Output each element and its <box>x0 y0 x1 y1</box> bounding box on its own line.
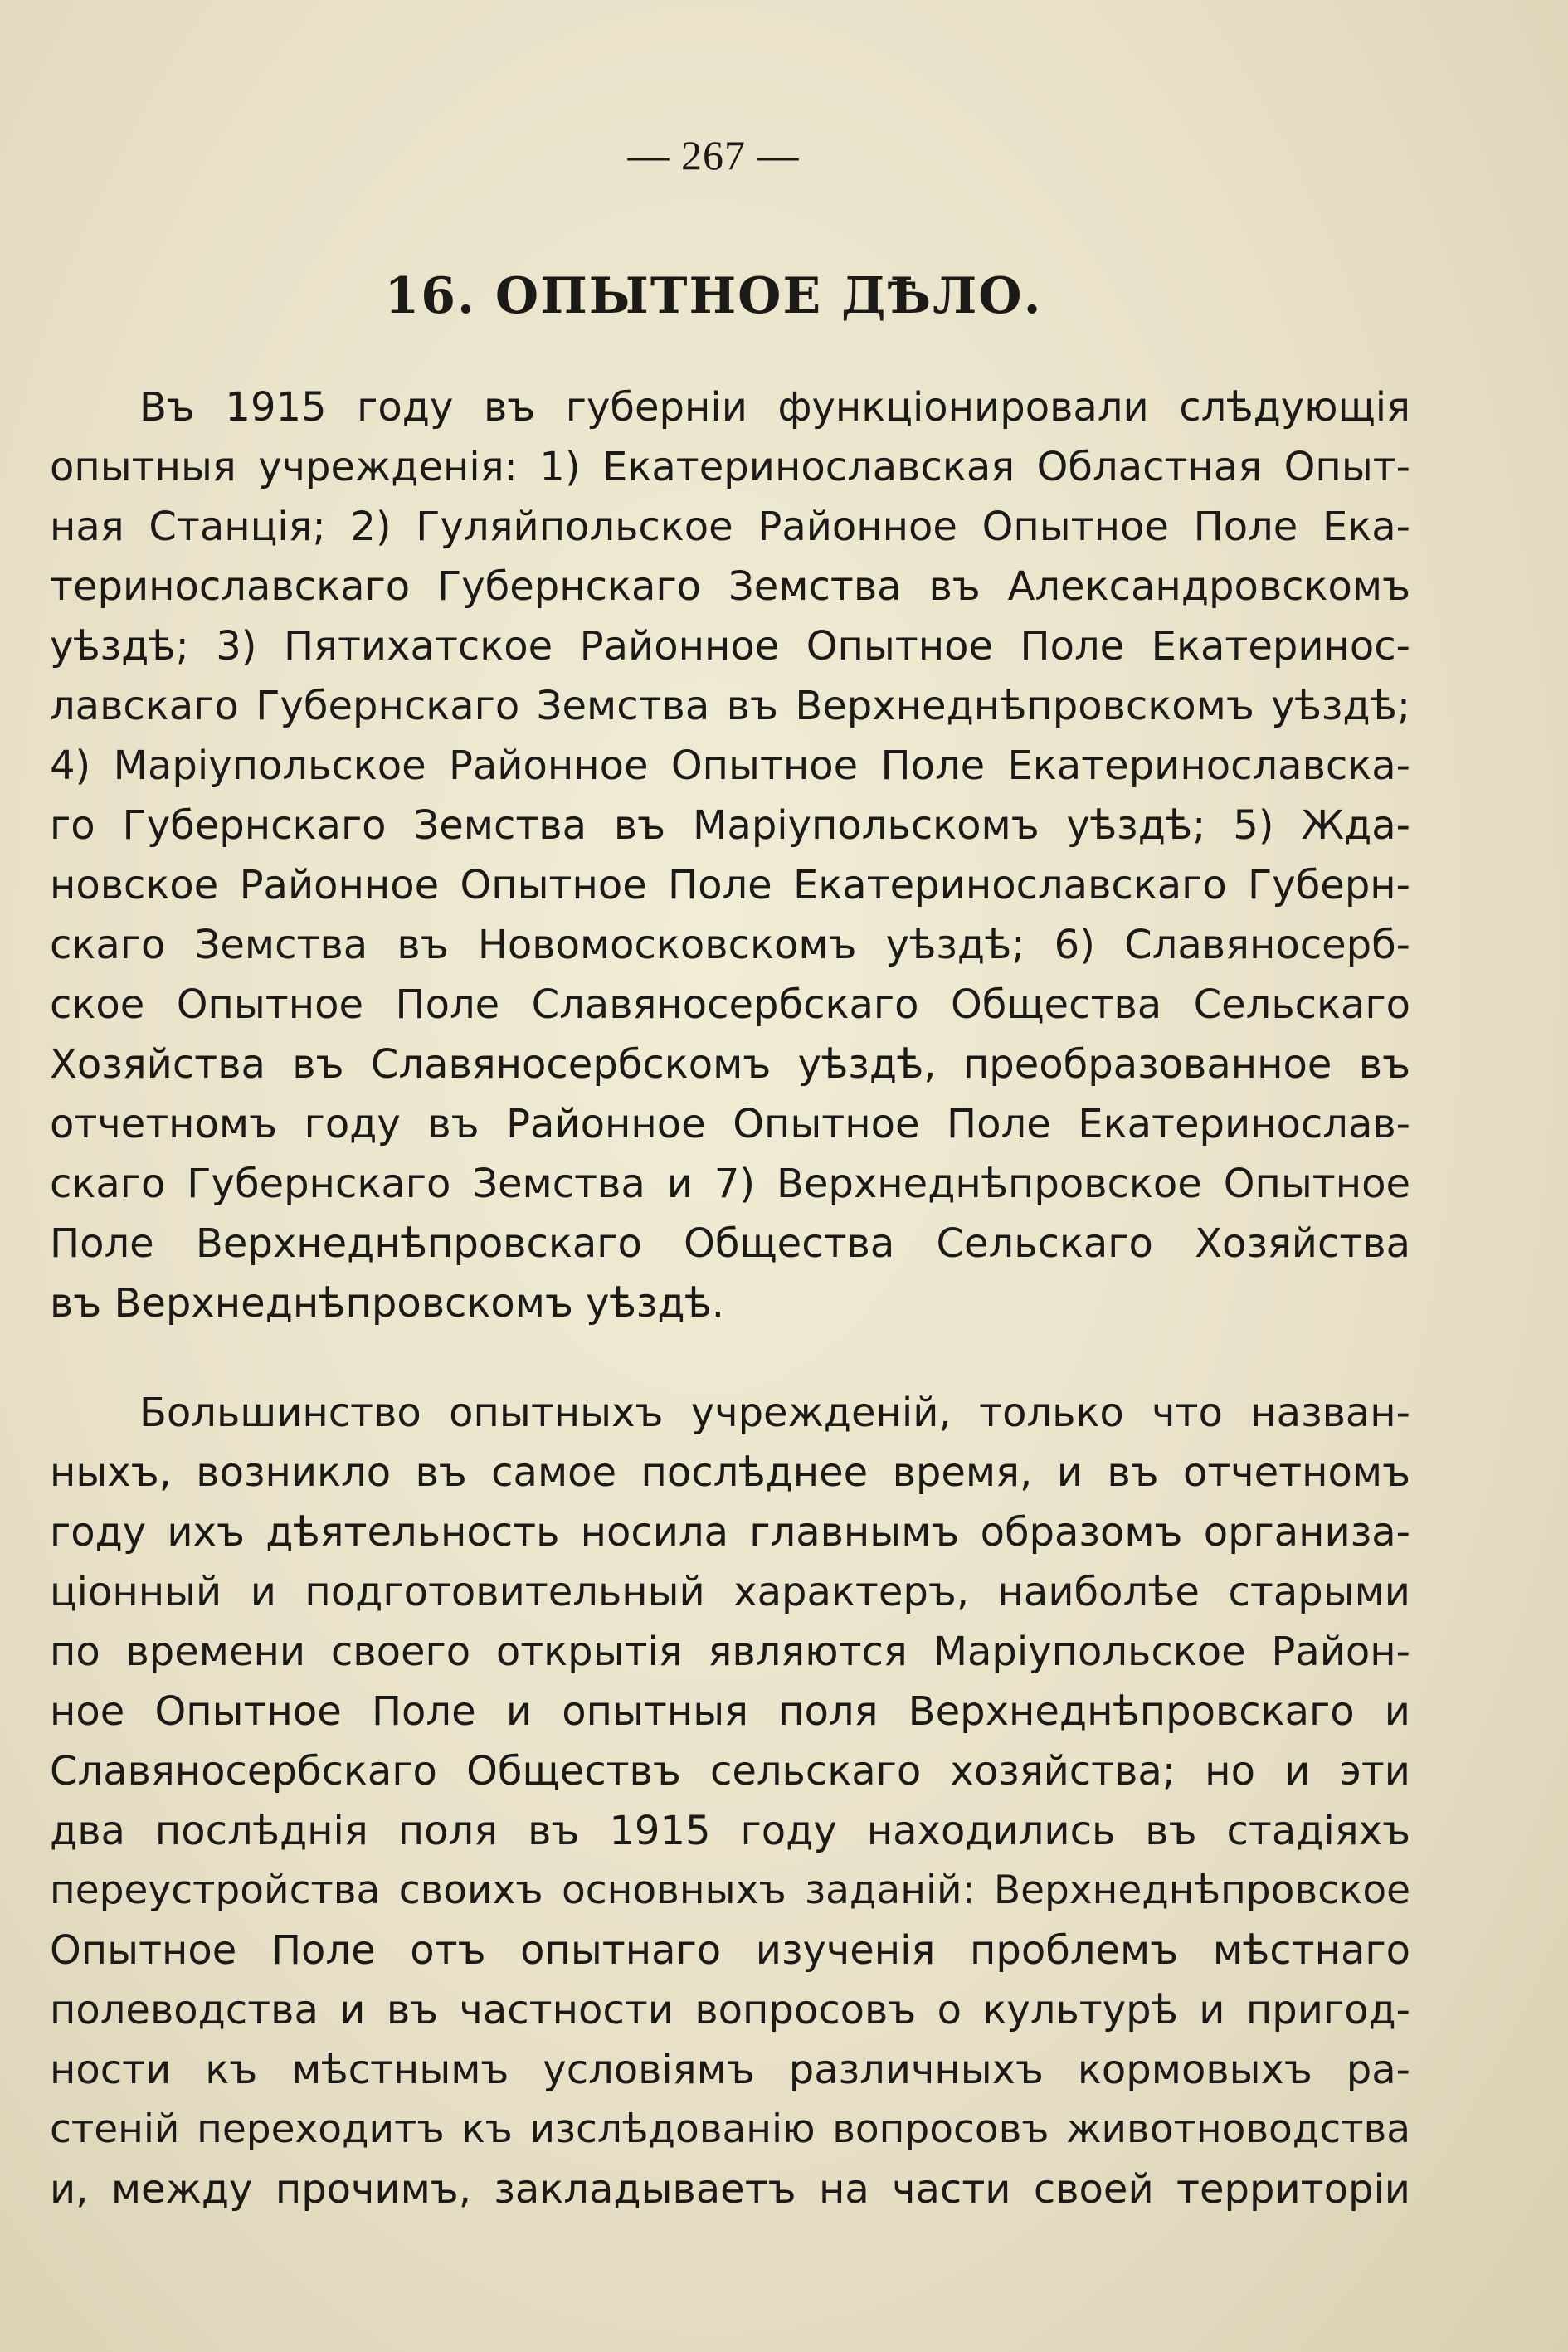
text-line: ная Станція; 2) Гуляйпольское Районное Опытное Поле Ека- <box>50 504 1410 550</box>
text-line: ности къ мѣстнымъ условіямъ различныхъ кормовыхъ ра- <box>50 2047 1410 2093</box>
text-line: скаго Земства въ Новомосковскомъ уѣздѣ; 6) Славяносерб- <box>50 922 1410 968</box>
text-line: полеводства и въ частности вопросовъ о культурѣ и пригод- <box>50 1987 1410 2033</box>
text-line: отчетномъ году въ Районное Опытное Поле Екатеринослав- <box>50 1101 1410 1147</box>
text-line: ское Опытное Поле Славяносербскаго Общества Сельскаго <box>50 981 1410 1028</box>
text-line: ціонный и подготовительный характеръ, наиболѣе старыми <box>50 1569 1410 1615</box>
text-line: лавскаго Губернскаго Земства въ Верхнеднѣпровскомъ уѣздѣ; <box>50 683 1410 729</box>
text-line: Большинство опытныхъ учрежденій, только что назван- <box>139 1390 1410 1436</box>
page-number: — 267 — <box>627 132 800 178</box>
text-line: два послѣднія поля въ 1915 году находились въ стадіяхъ <box>50 1808 1410 1854</box>
text-line: опытныя учрежденія: 1) Екатеринославская Областная Опыт- <box>50 444 1410 490</box>
text-line: въ Верхнеднѣпровскомъ уѣздѣ. <box>50 1280 725 1327</box>
text-line: Въ 1915 году въ губерніи функціонировали слѣдующія <box>139 384 1410 431</box>
text-line: теринославскаго Губернскаго Земства въ Александровскомъ <box>50 563 1410 610</box>
text-line: и, между прочимъ, закладываетъ на части своей территоріи <box>50 2166 1410 2213</box>
text-line: новское Районное Опытное Поле Екатеринославскаго Губерн- <box>50 862 1410 908</box>
text-line: Славяносербскаго Обществъ сельскаго хозяйства; но и эти <box>50 1748 1410 1794</box>
text-line: стеній переходитъ къ изслѣдованію вопросовъ животноводства <box>50 2106 1410 2152</box>
text-line: скаго Губернскаго Земства и 7) Верхнеднѣпровское Опытное <box>50 1161 1410 1207</box>
text-line: по времени своего открытія являются Маріупольское Район- <box>50 1629 1410 1675</box>
text-line: ныхъ, возникло въ самое послѣднее время, и въ отчетномъ <box>50 1449 1410 1496</box>
text-line: Поле Верхнеднѣпровскаго Общества Сельскаго Хозяйства <box>50 1220 1410 1267</box>
text-line: переустройства своихъ основныхъ заданій: Верхнеднѣпровское <box>50 1867 1410 1913</box>
text-line: Хозяйства въ Славяносербскомъ уѣздѣ, преобразованное въ <box>50 1041 1410 1088</box>
text-line: го Губернскаго Земства въ Маріупольскомъ уѣздѣ; 5) Жда- <box>50 802 1410 849</box>
text-line: 4) Маріупольское Районное Опытное Поле Екатеринославска- <box>50 743 1410 789</box>
text-line: Опытное Поле отъ опытнаго изученія проблемъ мѣстнаго <box>50 1927 1410 1974</box>
section-title: 16. ОПЫТНОЕ ДѢЛО. <box>384 267 1043 325</box>
text-line: году ихъ дѣятельность носила главнымъ образомъ организа- <box>50 1509 1410 1556</box>
text-line: ное Опытное Поле и опытныя поля Верхнеднѣпровскаго и <box>50 1688 1410 1735</box>
text-line: уѣздѣ; 3) Пятихатское Районное Опытное Поле Екатеринос- <box>50 623 1410 670</box>
